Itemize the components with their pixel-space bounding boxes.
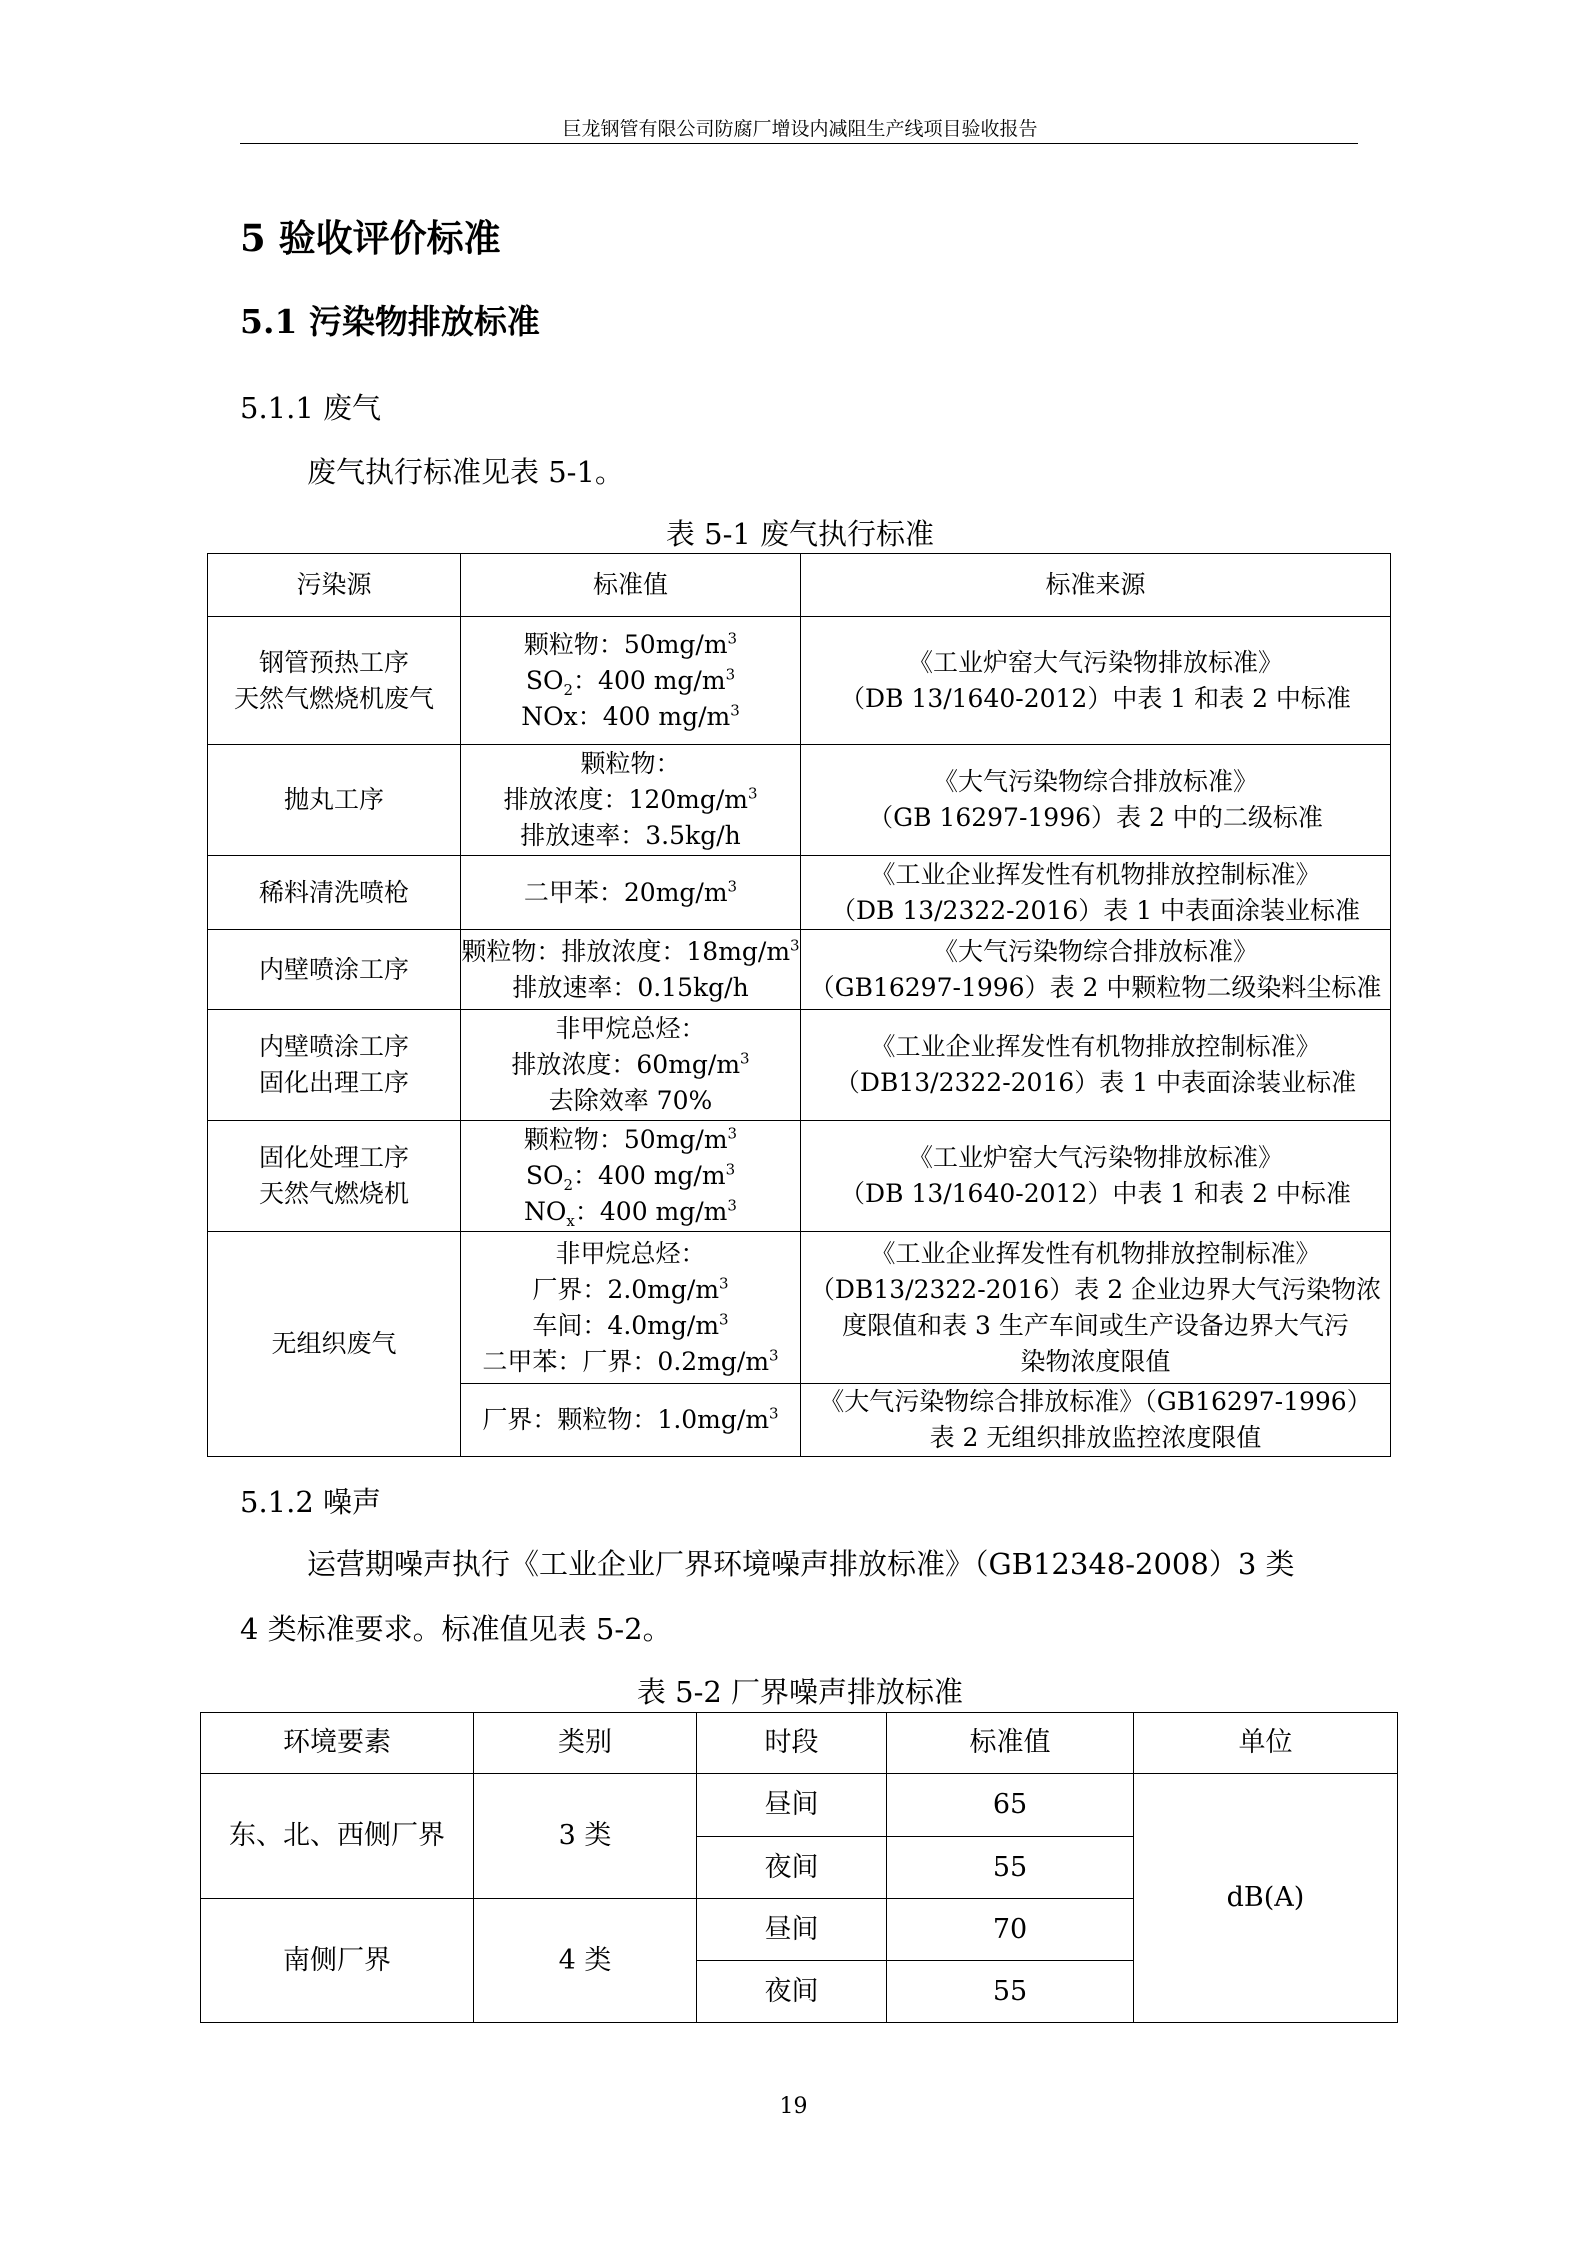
value-line: 排放浓度：$60mg/m^3$ — [511, 1049, 750, 1079]
basis-line: （DB 13/1640-2012）中表 1 和表 2 中标准 — [840, 1179, 1351, 1208]
period-cell: 夜间 — [697, 1961, 887, 2023]
basis-line: （GB16297-1996）表 2 中颗粒物二级染料尘标准 — [809, 972, 1382, 1002]
table-row — [208, 1232, 1391, 1384]
value-cell — [461, 1232, 801, 1384]
value-line: NOx：400 $mg/m^3$ — [521, 701, 740, 731]
basis-line: （DB13/2322-2016）表 1 中表面涂装业标准 — [834, 1068, 1357, 1097]
table-row — [208, 930, 1391, 1010]
caption-table-5-1: 表 5-1 废气执行标准 — [665, 517, 935, 551]
header-cell: 标准值 — [887, 1713, 1134, 1774]
source-line: 天然气燃烧机 — [258, 1179, 409, 1208]
value-line: 排放浓度：$120mg/m^3$ — [503, 784, 758, 814]
basis-cell — [801, 1121, 1391, 1232]
header-cell: 单位 — [1134, 1713, 1398, 1774]
source-cell — [208, 617, 461, 745]
element-cell: 东、北、西侧厂界 — [201, 1774, 474, 1899]
value-line: 排放速率：3.5kg/h — [520, 821, 741, 850]
header-cell: 标准来源 — [801, 554, 1391, 617]
value-line: 颗粒物：排放浓度：$18mg/m^3$ — [461, 936, 800, 966]
table-row — [208, 856, 1391, 930]
value-line: 非甲烷总烃： — [555, 1238, 706, 1268]
basis-line: （DB 13/1640-2012）中表 1 和表 2 中标准 — [840, 683, 1351, 713]
table-5-1 — [207, 553, 1391, 1457]
source-line: 内壁喷涂工序 — [258, 1032, 409, 1061]
basis-line: 表 2 无组织排放监控浓度限值 — [929, 1423, 1262, 1452]
value-line: $NO_x$：400 $mg/m^3$ — [524, 1196, 737, 1230]
header-cell: 类别 — [474, 1713, 697, 1774]
value-cell — [461, 1010, 801, 1121]
value-cell: 70 — [887, 1899, 1134, 1961]
period-cell: 昼间 — [697, 1774, 887, 1837]
source-cell: 内壁喷涂工序 — [208, 930, 461, 1010]
basis-line: 《工业炉窑大气污染物排放标准》 — [907, 647, 1283, 677]
section-heading: 5 验收评价标准 — [240, 216, 501, 260]
value-cell: 55 — [887, 1961, 1134, 2023]
value-line: 排放速率：0.15kg/h — [512, 972, 749, 1002]
basis-line: 度限值和表 3 生产车间或生产设备边界大气污 — [842, 1310, 1349, 1340]
source-line: 天然气燃烧机废气 — [233, 683, 434, 713]
value-line: $SO_2$：400 $mg/m^3$ — [525, 665, 736, 699]
source-line: 固化处理工序 — [258, 1143, 409, 1172]
source-cell: 无组织废气 — [208, 1232, 461, 1457]
value-line: 颗粒物： — [580, 749, 681, 778]
unit-cell: dB(A) — [1134, 1774, 1398, 2023]
basis-cell — [801, 745, 1391, 856]
value-cell — [461, 617, 801, 745]
table-row — [201, 1774, 1398, 1837]
basis-line: 《大气污染物综合排放标准》（GB16297-1996） — [819, 1387, 1372, 1416]
value-line: 去除效率 70% — [548, 1086, 713, 1115]
table-header-row — [201, 1713, 1398, 1774]
period-cell: 昼间 — [697, 1899, 887, 1961]
header-rule — [240, 143, 1358, 144]
value-cell — [461, 856, 801, 930]
basis-line: 《工业炉窑大气污染物排放标准》 — [907, 1143, 1283, 1172]
value-line: 非甲烷总烃： — [555, 1014, 706, 1043]
table-row — [208, 617, 1391, 745]
running-header: 巨龙钢管有限公司防腐厂增设内减阻生产线项目验收报告 — [562, 118, 1038, 140]
value-line: 厂界：$2.0mg/m^3$ — [532, 1274, 729, 1304]
basis-cell — [801, 930, 1391, 1010]
basis-line: 染物浓度限值 — [1020, 1346, 1171, 1376]
table-row — [208, 1121, 1391, 1232]
value-line: 二甲苯：厂界：$0.2mg/m^3$ — [482, 1346, 779, 1376]
value-line: 车间：$4.0mg/m^3$ — [532, 1310, 729, 1340]
basis-line: 《工业企业挥发性有机物排放控制标准》 — [870, 1238, 1321, 1268]
basis-cell — [801, 1384, 1391, 1457]
value-cell — [461, 1121, 801, 1232]
header-cell: 环境要素 — [201, 1713, 474, 1774]
basis-cell — [801, 856, 1391, 930]
value-line: 颗粒物：$50mg/m^3$ — [523, 629, 738, 659]
source-cell — [208, 1121, 461, 1232]
value-cell — [461, 745, 801, 856]
heading-5-1-2: 5.1.2 噪声 — [240, 1485, 382, 1519]
value-line: 颗粒物：$50mg/m^3$ — [523, 1124, 738, 1154]
basis-line: 《大气污染物综合排放标准》 — [932, 767, 1258, 796]
basis-line: （DB13/2322-2016）表 2 企业边界大气污染物浓 — [809, 1274, 1382, 1304]
element-cell: 南侧厂界 — [201, 1899, 474, 2023]
category-cell: 3 类 — [474, 1774, 697, 1899]
page-number: 19 — [779, 2094, 808, 2119]
source-line: 固化出理工序 — [258, 1068, 409, 1097]
basis-cell — [801, 1010, 1391, 1121]
source-cell: 稀料清洗喷枪 — [208, 856, 461, 930]
header-cell: 标准值 — [461, 554, 801, 617]
value-line: $SO_2$：400 $mg/m^3$ — [525, 1160, 736, 1194]
category-cell: 4 类 — [474, 1899, 697, 2023]
value-cell — [461, 930, 801, 1010]
table-row — [208, 745, 1391, 856]
basis-line: 《大气污染物综合排放标准》 — [932, 936, 1258, 966]
table-row — [208, 1010, 1391, 1121]
table-header-row — [208, 554, 1391, 617]
basis-line: （DB 13/2322-2016）表 1 中表面涂装业标准 — [830, 895, 1361, 925]
source-cell — [208, 1010, 461, 1121]
basis-cell — [801, 617, 1391, 745]
value-cell: 55 — [887, 1837, 1134, 1899]
basis-line: （GB 16297-1996）表 2 中的二级标准 — [868, 803, 1323, 832]
value-line: 厂界：颗粒物：$1.0mg/m^3$ — [482, 1404, 779, 1434]
source-line: 钢管预热工序 — [258, 647, 409, 677]
header-cell: 污染源 — [208, 554, 461, 617]
heading-5-1-1: 5.1.1 废气 — [240, 391, 382, 425]
caption-table-5-2: 表 5-2 厂界噪声排放标准 — [636, 1675, 964, 1709]
paragraph-exhaust: 废气执行标准见表 5-1。 — [307, 455, 624, 489]
basis-line: 《工业企业挥发性有机物排放控制标准》 — [870, 1032, 1321, 1061]
basis-line: 《工业企业挥发性有机物排放控制标准》 — [870, 859, 1321, 889]
header-cell: 时段 — [697, 1713, 887, 1774]
table-5-2 — [200, 1712, 1398, 2023]
value-cell: 65 — [887, 1774, 1134, 1837]
period-cell: 夜间 — [697, 1837, 887, 1899]
paragraph-noise-line-2: 4 类标准要求。标准值见表 5-2。 — [240, 1612, 672, 1646]
paragraph-noise-line-1: 运营期噪声执行《工业企业厂界环境噪声排放标准》（GB12348-2008）3 类 — [307, 1547, 1295, 1581]
source-cell: 抛丸工序 — [208, 745, 461, 856]
basis-cell — [801, 1232, 1391, 1384]
value-cell — [461, 1384, 801, 1457]
value-line: 二甲苯：$20mg/m^3$ — [523, 877, 738, 907]
subsection-heading: 5.1 污染物排放标准 — [240, 302, 540, 341]
